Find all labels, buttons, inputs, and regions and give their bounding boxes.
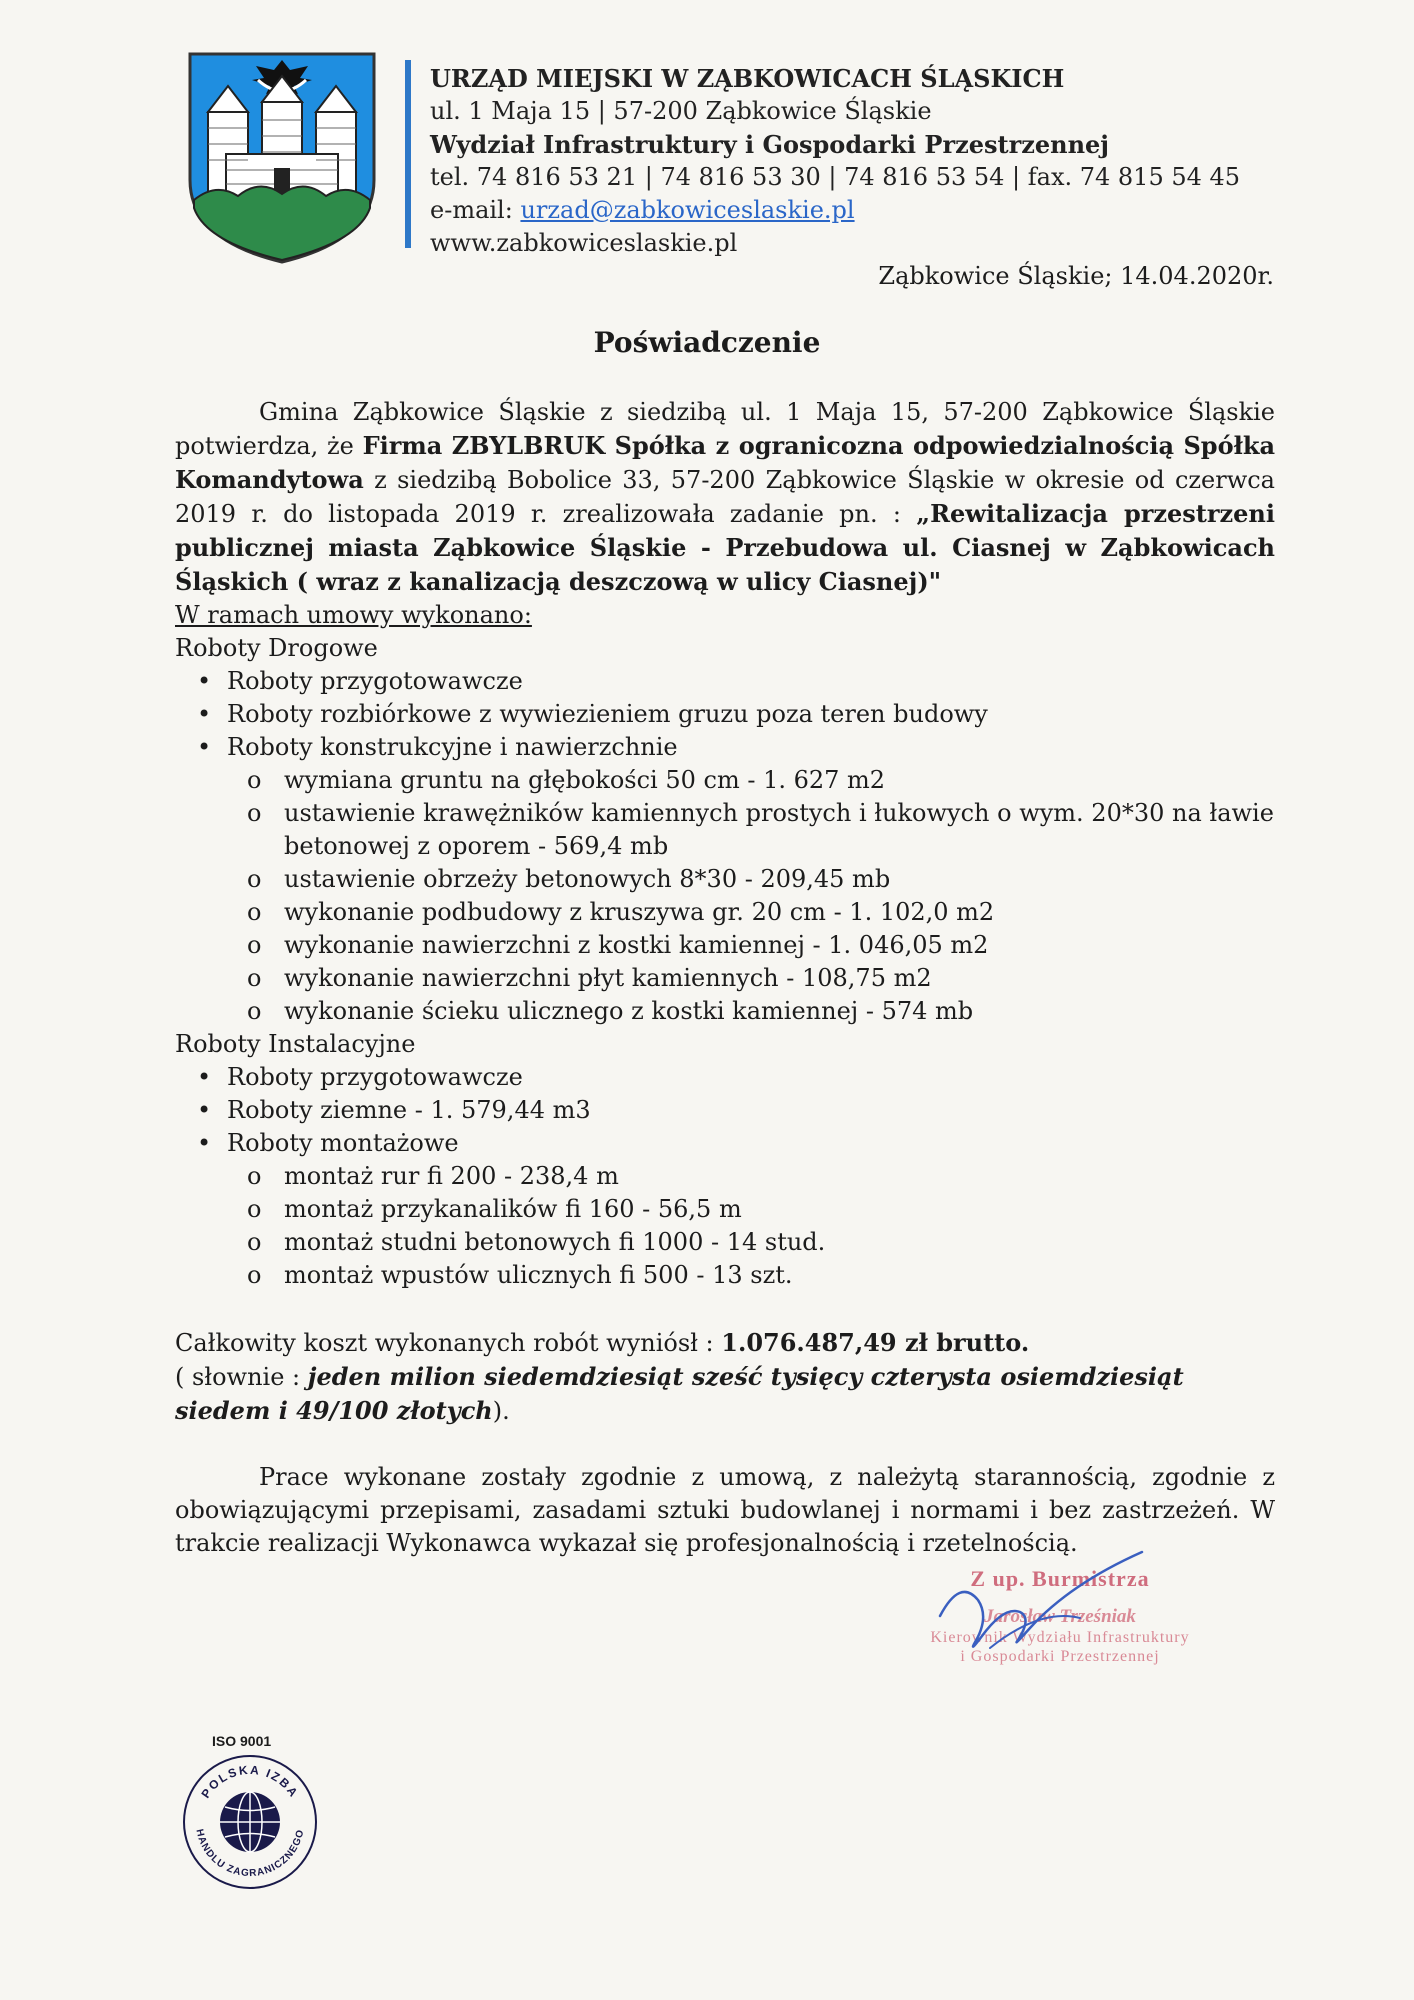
- coat-of-arms-icon: [186, 50, 378, 266]
- list-item: • Roboty przygotowawcze: [195, 665, 1275, 698]
- road-works-heading: Roboty Drogowe: [175, 634, 378, 662]
- website: www.zabkowiceslaskie.pl: [430, 229, 738, 257]
- installation-works-list: [175, 1061, 1275, 1292]
- email-label: e-mail:: [430, 196, 521, 224]
- list-item: [195, 1127, 1275, 1292]
- stamp-line-department: i Gospodarki Przestrzennej: [960, 1648, 1160, 1665]
- handwritten-signature-icon: [930, 1548, 1150, 1668]
- road-works-list: [175, 665, 1275, 1028]
- sub-list-item: o wykonanie nawierzchni z kostki kamiennej - 1. 046,05 m2: [247, 929, 1275, 962]
- header-accent-bar: [405, 60, 411, 248]
- scope-heading: W ramach umowy wykonano:: [175, 601, 532, 629]
- contractor-name: Firma ZBYLBRUK Spółka z ogranicozna odpowiedzialnością Spółka Komandytowa: [175, 431, 1276, 494]
- letterhead: [430, 62, 1240, 260]
- sub-list-item: o ustawienie obrzeży betonowych 8*30 - 209,45 mb: [247, 863, 1275, 896]
- list-item-label: Roboty montażowe: [227, 1129, 459, 1157]
- place-and-date: Ząbkowice Śląskie; 14.04.2020r.: [878, 262, 1274, 290]
- document-body: [175, 396, 1275, 1560]
- cost-words-prefix: ( słownie :: [175, 1363, 308, 1391]
- sub-list-item: o ustawienie krawężników kamiennych prostych i łukowych o wym. 20*30 na ławie betonowej z oporem - 569,4 mb: [247, 797, 1275, 863]
- road-works-sublist: [227, 764, 1275, 1028]
- cost-words-suffix: ).: [492, 1397, 510, 1425]
- sub-list-item: o wykonanie ścieku ulicznego z kostki kamiennej - 574 mb: [247, 995, 1275, 1028]
- list-item: • Roboty przygotowawcze: [195, 1061, 1275, 1094]
- total-cost-label: Całkowity koszt wykonanych robót wyniósł :: [175, 1329, 722, 1357]
- intro-text-2: z siedzibą Bobolice 33, 57-200 Ząbkowice Śląskie w okresie od czerwca 2019 r. do listopada 2019 r. zrealizowała zadanie pn. :: [175, 466, 1275, 528]
- cost-words: jeden milion siedemdziesiąt sześć tysięcy czterysta osiemdziesiąt siedem i 49/100 złotych: [175, 1362, 1184, 1425]
- list-item: • Roboty ziemne - 1. 579,44 m3: [195, 1094, 1275, 1127]
- task-name: „Rewitalizacja przestrzeni publicznej miasta Ząbkowice Śląskie - Przebudowa ul. Ciasnej w Ząbkowicach Śląskich ( wraz z kanalizacją deszczową w ulicy Ciasnej)": [175, 499, 1275, 596]
- institution-name: URZĄD MIEJSKI W ZĄBKOWICACH ŚLĄSKICH: [430, 64, 1065, 93]
- intro-paragraph: [175, 396, 1275, 599]
- email-link[interactable]: urzad@zabkowiceslaskie.pl: [520, 196, 855, 224]
- phone-numbers: tel. 74 816 53 21 | 74 816 53 30 | 74 816 53 54 | fax. 74 815 54 45: [430, 163, 1241, 191]
- sub-list-item: o wymiana gruntu na głębokości 50 cm - 1. 627 m2: [247, 764, 1275, 797]
- seal-top-text: POLSKA IZBA: [198, 1762, 302, 1801]
- sub-list-item: o montaż wpustów ulicznych fi 500 - 13 szt.: [247, 1259, 1275, 1292]
- installation-works-heading: Roboty Instalacyjne: [175, 1030, 416, 1058]
- list-item: [195, 731, 1275, 1028]
- sub-list-item: o montaż studni betonowych fi 1000 - 14 stud.: [247, 1226, 1275, 1259]
- chamber-of-commerce-seal-icon: [180, 1752, 320, 1892]
- intro-text-1: Gmina Ząbkowice Śląskie z siedzibą ul. 1 Maja 15, 57-200 Ząbkowice Śląskie potwierdza, że: [175, 398, 1275, 460]
- department-name: Wydział Infrastruktury i Gospodarki Przestrzennej: [430, 130, 1109, 159]
- total-cost: [175, 1326, 1275, 1360]
- sub-list-item: o montaż rur fi 200 - 238,4 m: [247, 1160, 1275, 1193]
- institution-address: ul. 1 Maja 15 | 57-200 Ząbkowice Śląskie: [430, 97, 932, 125]
- cost-in-words: [175, 1360, 1275, 1428]
- sub-list-item: o montaż przykanalików fi 160 - 56,5 m: [247, 1193, 1275, 1226]
- sub-list-item: o wykonanie nawierzchni płyt kamiennych - 108,75 m2: [247, 962, 1275, 995]
- total-cost-amount: 1.076.487,49 zł brutto.: [721, 1328, 1030, 1357]
- sub-list-item: o wykonanie podbudowy z kruszywa gr. 20 cm - 1. 102,0 m2: [247, 896, 1275, 929]
- document-title: Poświadczenie: [593, 326, 821, 359]
- list-item: • Roboty rozbiórkowe z wywiezieniem gruzu poza teren budowy: [195, 698, 1275, 731]
- iso-certification: ISO 9001: [212, 1733, 272, 1749]
- email-line: [430, 194, 1240, 227]
- closing-paragraph: Prace wykonane zostały zgodnie z umową, z należytą starannością, zgodnie z obowiązującymi przepisami, zasadami sztuki budowlanej i normami i bez zastrzeżeń. W trakcie realizacji Wykonawca wykazał się profesjonalnością i rzetelnością.: [175, 1463, 1275, 1557]
- installation-works-sublist: [227, 1160, 1275, 1292]
- stamp-line-name: Jarosław Trześniak: [984, 1606, 1136, 1627]
- stamp-line-authority: Z up. Burmistrza: [970, 1566, 1150, 1591]
- list-item-label: Roboty konstrukcyjne i nawierzchnie: [227, 733, 678, 761]
- stamp-line-position: Kierownik Wydziału Infrastruktury: [930, 1629, 1190, 1646]
- seal-bottom-text: HANDLU ZAGRANICZNEGO: [193, 1828, 307, 1880]
